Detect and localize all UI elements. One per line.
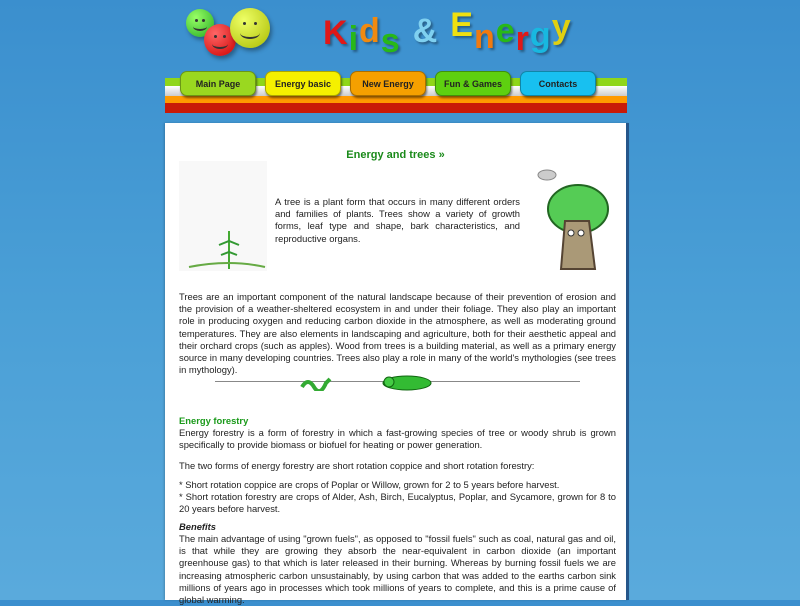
logo-letter — [438, 14, 450, 53]
nav-energy-basic[interactable]: Energy basic — [265, 71, 341, 96]
page-title: Energy and trees » — [346, 149, 445, 161]
nav-fun-games[interactable]: Fun & Games — [435, 71, 511, 96]
forms-text: The two forms of energy forestry are short rotation coppice and short rotation forestry: — [179, 460, 535, 471]
tree-cartoon-image — [533, 161, 613, 271]
bullet-coppice: * Short rotation coppice are crops of Poplar or Willow, grown for 2 to 5 years before harvest. — [179, 479, 560, 490]
nav-contacts[interactable]: Contacts — [520, 71, 596, 96]
logo-letter: n — [473, 18, 496, 56]
logo-letter: i — [348, 20, 360, 58]
content-area — [165, 123, 629, 606]
smiley-yellow-icon — [230, 8, 270, 48]
logo-letter: y — [551, 8, 572, 46]
sapling-image — [179, 161, 267, 271]
trees-paragraph: Trees are an important component of the natural landscape because of their prevention of erosion and the provision of a weather-sheltered ecosystem in and under their foliage. They also play an important role in producing oxygen and reducing carbon dioxide in the atmosphere, as well as moderating ground temperatures. They are also elements in landscaping and agriculture, both for their aesthetic appeal and their orchard crops (such as apples). Wood from trees is a building material, as well as a primary energy source in many developing countries. Trees also play a role in many of the world's mythologies (see trees in mythology). — [179, 291, 616, 376]
logo-letter: K — [323, 14, 349, 52]
energy-forestry-heading: Energy forestry — [179, 415, 249, 426]
bullet-forestry: * Short rotation forestry are crops of Alder, Ash, Birch, Eucalyptus, Poplar, and Sycamore, grown for 8 to 20 years before harvest. — [179, 491, 616, 515]
logo-letter: d — [359, 12, 381, 50]
logo-letter: & — [412, 12, 439, 50]
benefits-text: The main advantage of using "grown fuels", as opposed to "fossil fuels" such as coal, natural gas and oil, is that while they are growing they absorb the near-equivalent in carbon dioxide (an important greenhouse gas) to that which is later released in their burning. Whereas by burning fossil fuels we are increasing atmospheric carbon unsustainably, by using carbon that was added to the earths carbon sink millions of years ago in processes which took millions of years to complete, and this is a prime cause of global warming. — [179, 533, 616, 606]
snake-icon — [300, 373, 332, 391]
logo-letter: e — [495, 12, 516, 50]
logo-letter — [401, 14, 413, 53]
main-nav — [165, 70, 627, 122]
logo-letter: r — [515, 20, 530, 58]
nav-main-page[interactable]: Main Page — [180, 71, 256, 96]
energy-forestry-text: Energy forestry is a form of forestry in which a fast-growing species of tree or woody shrub is grown specifically to provide biomass or biofuel for heating or power generation. — [179, 427, 616, 451]
logo-letter: g — [529, 16, 552, 54]
dragon-icon — [379, 373, 434, 393]
header — [0, 0, 800, 70]
logo-letter: E — [450, 6, 474, 44]
benefits-heading: Benefits — [179, 521, 216, 532]
logo-letter: s — [380, 22, 401, 60]
intro-text: A tree is a plant form that occurs in many different orders and families of plants. Trees show a variety of growth forms, leaf type and shape, bark characteristics, and reproductive organs. — [275, 196, 520, 244]
double-chevron-icon: » — [438, 149, 445, 161]
site-logo[interactable] — [323, 6, 572, 60]
nav-new-energy[interactable]: New Energy — [350, 71, 426, 96]
